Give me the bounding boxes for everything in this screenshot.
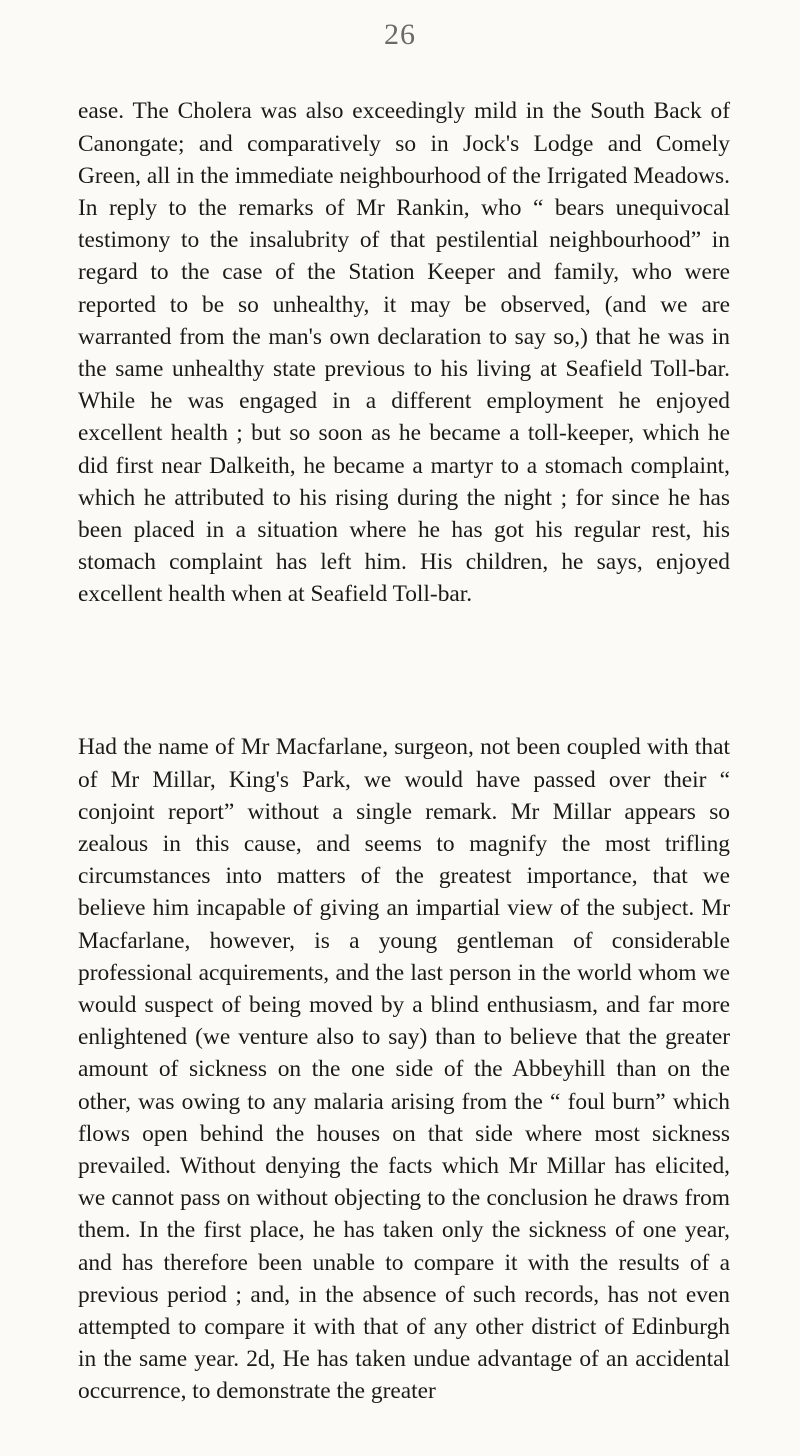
paragraph-2: Had the name of Mr Macfarlane, surgeon, not been coupled with that of Mr Millar, King's Park, we would have passed over their “ conjoint report” without a single remark. Mr Millar appears so zealous in this cause, and seems to magnify the most trifling circumstances into matters of the greatest importance, that we believe him incapable of giving an impartial view of the subject. Mr Macfarlane, however, is a young gentleman of considerable professional acquirements, and the last person in the world whom we would suspect of being moved by a blind enthusiasm, and far more enlightened (we venture also to say) than to believe that the greater amount of sickness on the one side of the Abbeyhill than on the other, was owing to any malaria arising from the “ foul burn” which flows open behind the houses on that side where most sickness prevailed. Without denying the facts which Mr Millar has elicited, we cannot pass on without objecting to the conclusion he draws from them. In the first place, he has taken only the sickness of one year, and has therefore been unable to compare it with the results of a previous period ; and, in the absence of such records, has not even attempted to compare it with that of any other district of Edinburgh in the same year. 2d, He has taken undue advantage of an accidental occurrence, to demonstrate the greater	[78, 734, 730, 1405]
paragraph-1: ease. The Cholera was also exceedingly mild in the South Back of Canongate; and comparatively so in Jock's Lodge and Comely Green, all in the immediate neighbourhood of the Irrigated Meadows. In reply to the remarks of Mr Rankin, who “ bears unequivocal testimony to the insalubrity of that pestilential neighbourhood” in regard to the case of the Station Keeper and family, who were reported to be so unhealthy, it may be observed, (and we are warranted from the man's own declaration to say so,) that he was in the same unhealthy state previous to his living at Seafield Toll-bar. While he was engaged in a different employment he enjoyed excellent health ; but so soon as he became a toll-keeper, which he did first near Dalkeith, he became a martyr to a stomach complaint, which he attributed to his rising during the night ; for since he has been placed in a situation where he has got his regular rest, his stomach complaint has left him. His children, he says, enjoyed excellent health when at Seafield Toll-bar.	[78, 98, 730, 608]
page-number: 26	[384, 18, 416, 51]
